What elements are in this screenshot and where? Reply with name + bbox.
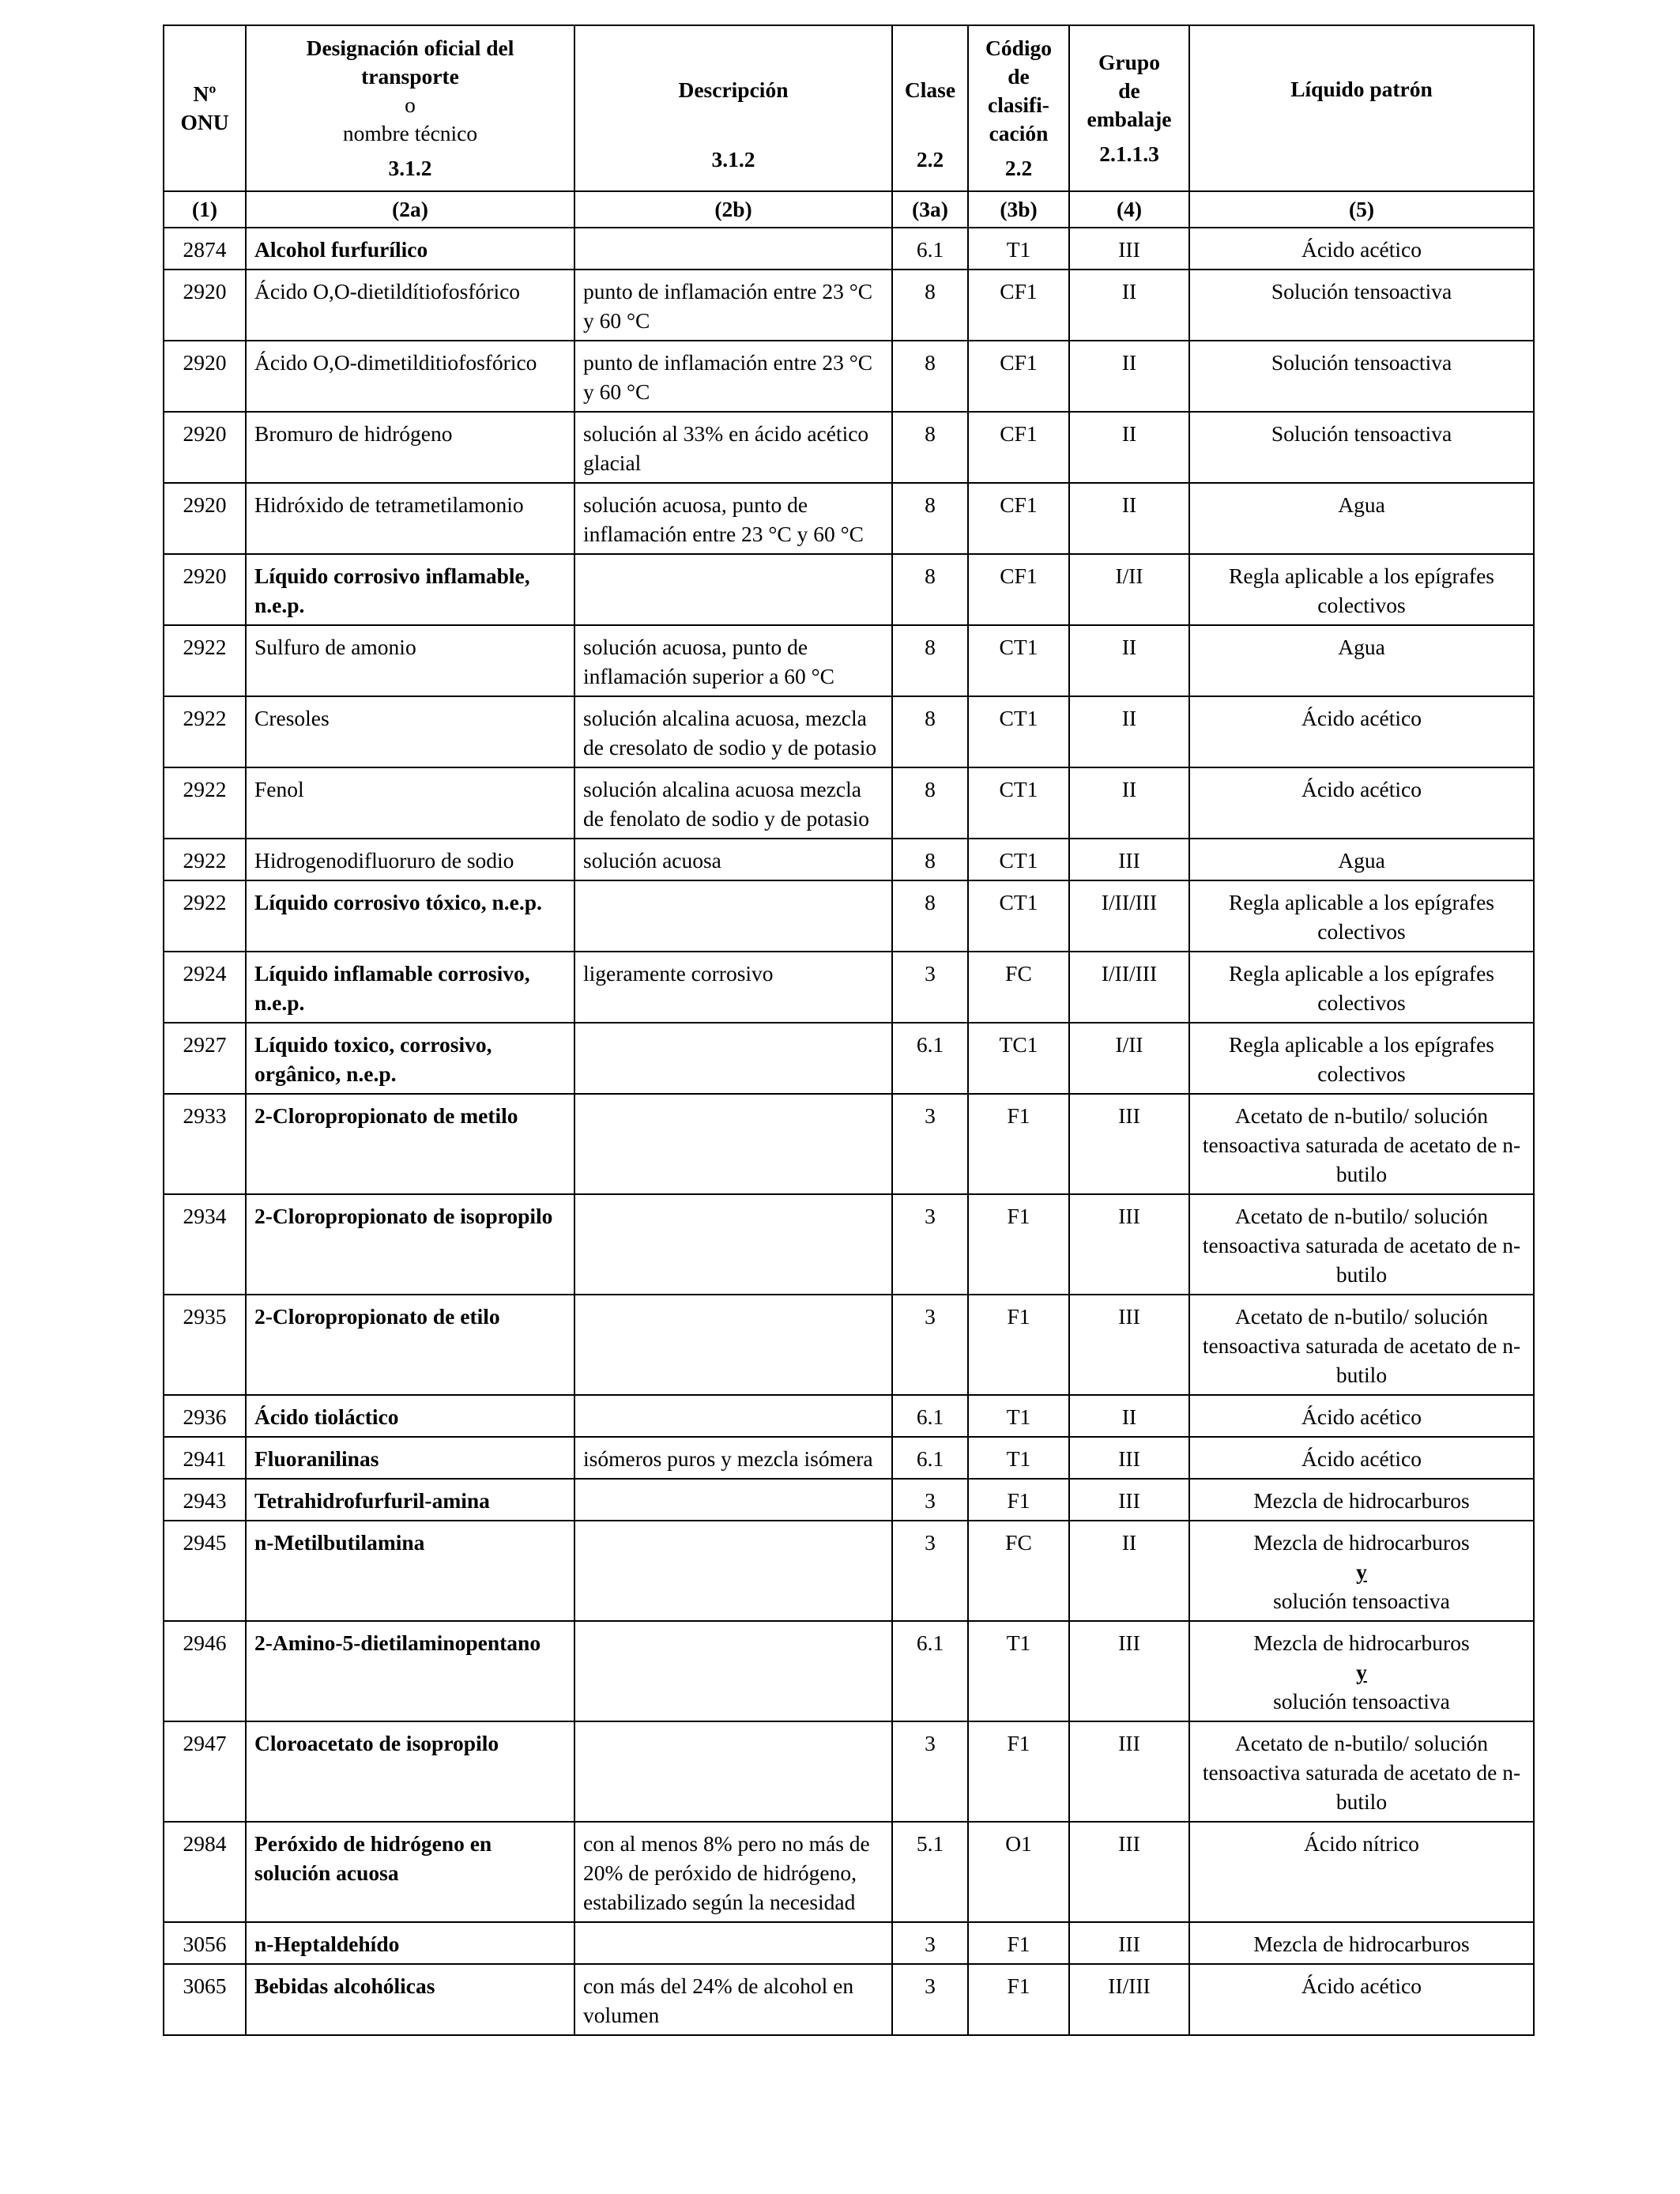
- classification-code-cell: F1: [968, 1094, 1069, 1194]
- description-cell: [574, 1295, 892, 1395]
- un-number-cell: 2933: [164, 1094, 246, 1194]
- header-class-ref: 2.2: [916, 147, 944, 172]
- un-number-cell: 2922: [164, 696, 246, 767]
- standard-liquid-cell: Ácido acético: [1189, 228, 1534, 270]
- class-cell: 6.1: [892, 228, 968, 270]
- classification-code-cell: CT1: [968, 767, 1069, 839]
- packing-group-cell: II: [1069, 625, 1189, 696]
- description-cell: [574, 1621, 892, 1721]
- header-official-name: [246, 25, 574, 191]
- table-row: [164, 1964, 1534, 2035]
- official-name-cell: 2-Cloropropionato de etilo: [246, 1295, 574, 1395]
- description-cell: solución alcalina acuosa mezcla de fenolato de sodio y de potasio: [574, 767, 892, 839]
- table-row: [164, 952, 1534, 1023]
- un-number-cell: 2922: [164, 880, 246, 952]
- official-name-cell: Sulfuro de amonio: [246, 625, 574, 696]
- classification-code-cell: F1: [968, 1964, 1069, 2035]
- classification-code-cell: CF1: [968, 270, 1069, 341]
- un-number-cell: 2920: [164, 412, 246, 483]
- standard-liquid-cell: Agua: [1189, 483, 1534, 554]
- un-number-cell: 2874: [164, 228, 246, 270]
- classification-code-cell: CF1: [968, 483, 1069, 554]
- header-code-line-2: de: [1008, 64, 1030, 89]
- classification-code-cell: T1: [968, 228, 1069, 270]
- packing-group-cell: II: [1069, 270, 1189, 341]
- un-number-cell: 2945: [164, 1521, 246, 1621]
- class-cell: 3: [892, 1964, 968, 2035]
- un-number-cell: 2920: [164, 554, 246, 625]
- classification-code-cell: CT1: [968, 625, 1069, 696]
- classification-code-cell: T1: [968, 1621, 1069, 1721]
- packing-group-cell: II: [1069, 1521, 1189, 1621]
- header-code-line-3: clasifi-: [988, 92, 1049, 117]
- table-header: [164, 25, 1534, 228]
- standard-liquid-cell: Regla aplicable a los epígrafes colectivos: [1189, 554, 1534, 625]
- standard-liquid-cell: Ácido acético: [1189, 767, 1534, 839]
- description-cell: ligeramente corrosivo: [574, 952, 892, 1023]
- class-cell: 3: [892, 1295, 968, 1395]
- un-number-cell: 2941: [164, 1437, 246, 1479]
- standard-liquid-cell: Mezcla de hidrocarburos: [1189, 1479, 1534, 1521]
- un-number-cell: 2943: [164, 1479, 246, 1521]
- official-name-cell: Ácido O,O-dimetilditiofosfórico: [246, 341, 574, 412]
- packing-group-cell: II: [1069, 696, 1189, 767]
- description-cell: [574, 1194, 892, 1295]
- standard-liquid-cell: Ácido acético: [1189, 696, 1534, 767]
- header-name-line-3: o: [405, 92, 416, 117]
- description-cell: isómeros puros y mezcla isómera: [574, 1437, 892, 1479]
- class-cell: 8: [892, 767, 968, 839]
- packing-group-cell: II: [1069, 483, 1189, 554]
- standard-liquid-cell: Agua: [1189, 625, 1534, 696]
- table-row: [164, 1194, 1534, 1295]
- packing-group-cell: III: [1069, 228, 1189, 270]
- table-row: [164, 341, 1534, 412]
- un-number-cell: 2927: [164, 1023, 246, 1094]
- official-name-cell: Cloroacetato de isopropilo: [246, 1721, 574, 1822]
- standard-liquid-cell: Regla aplicable a los epígrafes colectivos: [1189, 952, 1534, 1023]
- header-standard-liquid: [1189, 25, 1534, 191]
- header-un-label-2: ONU: [180, 110, 229, 134]
- table-row: [164, 483, 1534, 554]
- standard-liquid-conjunction: y: [1356, 1660, 1367, 1684]
- official-name-cell: 2-Cloropropionato de metilo: [246, 1094, 574, 1194]
- header-code-ref: 2.2: [1004, 156, 1033, 180]
- packing-group-cell: III: [1069, 839, 1189, 880]
- un-number-cell: 3056: [164, 1922, 246, 1964]
- description-cell: solución al 33% en ácido acético glacial: [574, 412, 892, 483]
- official-name-cell: Tetrahidrofurfuril-amina: [246, 1479, 574, 1521]
- class-cell: 3: [892, 1479, 968, 1521]
- standard-liquid-cell: Ácido nítrico: [1189, 1822, 1534, 1922]
- header-name-line-1: Designación oficial del: [306, 36, 514, 60]
- standard-liquid-cell: Acetato de n-butilo/ solución tensoactiva saturada de acetato de n-butilo: [1189, 1094, 1534, 1194]
- standard-liquid-cell: Agua: [1189, 839, 1534, 880]
- class-cell: 8: [892, 412, 968, 483]
- class-cell: 3: [892, 1922, 968, 1964]
- header-group-ref: 2.1.1.3: [1099, 141, 1159, 166]
- official-name-cell: Líquido toxico, corrosivo, orgânico, n.e.p.: [246, 1023, 574, 1094]
- classification-code-cell: FC: [968, 952, 1069, 1023]
- packing-group-cell: III: [1069, 1094, 1189, 1194]
- un-number-cell: 3065: [164, 1964, 246, 2035]
- packing-group-cell: III: [1069, 1721, 1189, 1822]
- standard-liquid-cell: Acetato de n-butilo/ solución tensoactiva saturada de acetato de n-butilo: [1189, 1194, 1534, 1295]
- un-number-cell: 2922: [164, 767, 246, 839]
- packing-group-cell: III: [1069, 1621, 1189, 1721]
- packing-group-cell: I/II/III: [1069, 952, 1189, 1023]
- standard-liquid-cell: Ácido acético: [1189, 1395, 1534, 1437]
- description-cell: solución acuosa, punto de inflamación superior a 60 °C: [574, 625, 892, 696]
- header-description-ref: 3.1.2: [711, 147, 755, 172]
- standard-liquid-cell: [1189, 1521, 1534, 1621]
- table-row: [164, 839, 1534, 880]
- official-name-cell: Cresoles: [246, 696, 574, 767]
- standard-liquid-cell: Solución tensoactiva: [1189, 270, 1534, 341]
- header-group-line-2: de: [1118, 78, 1140, 103]
- standard-liquid-text-2: solución tensoactiva: [1273, 1589, 1450, 1613]
- class-cell: 3: [892, 952, 968, 1023]
- table-row: [164, 625, 1534, 696]
- packing-group-cell: II: [1069, 341, 1189, 412]
- column-index: (2a): [246, 191, 574, 228]
- un-number-cell: 2984: [164, 1822, 246, 1922]
- un-number-cell: 2922: [164, 839, 246, 880]
- description-cell: [574, 880, 892, 952]
- classification-code-cell: CF1: [968, 412, 1069, 483]
- description-cell: solución acuosa: [574, 839, 892, 880]
- table-row: [164, 1621, 1534, 1721]
- table-row: [164, 1822, 1534, 1922]
- class-cell: 5.1: [892, 1822, 968, 1922]
- table-row: [164, 696, 1534, 767]
- column-index: (4): [1069, 191, 1189, 228]
- packing-group-cell: II/III: [1069, 1964, 1189, 2035]
- standard-liquid-cell: Ácido acético: [1189, 1437, 1534, 1479]
- official-name-cell: 2-Cloropropionato de isopropilo: [246, 1194, 574, 1295]
- header-un-number: [164, 25, 246, 191]
- classification-code-cell: CT1: [968, 880, 1069, 952]
- column-index: (2b): [574, 191, 892, 228]
- un-number-cell: 2920: [164, 483, 246, 554]
- classification-code-cell: T1: [968, 1437, 1069, 1479]
- description-cell: [574, 1521, 892, 1621]
- standard-liquid-cell: Regla aplicable a los epígrafes colectivos: [1189, 1023, 1534, 1094]
- packing-group-cell: I/II: [1069, 1023, 1189, 1094]
- un-number-cell: 2935: [164, 1295, 246, 1395]
- table-row: [164, 1395, 1534, 1437]
- standard-liquid-text: Mezcla de hidrocarburos: [1253, 1630, 1470, 1655]
- standard-liquid-cell: Acetato de n-butilo/ solución tensoactiva saturada de acetato de n-butilo: [1189, 1295, 1534, 1395]
- official-name-cell: Peróxido de hidrógeno en solución acuosa: [246, 1822, 574, 1922]
- classification-code-cell: F1: [968, 1295, 1069, 1395]
- packing-group-cell: III: [1069, 1922, 1189, 1964]
- packing-group-cell: III: [1069, 1479, 1189, 1521]
- packing-group-cell: III: [1069, 1295, 1189, 1395]
- column-index: (3a): [892, 191, 968, 228]
- class-cell: 6.1: [892, 1395, 968, 1437]
- un-number-cell: 2922: [164, 625, 246, 696]
- official-name-cell: Hidrogenodifluoruro de sodio: [246, 839, 574, 880]
- table-row: [164, 228, 1534, 270]
- header-liquid-label: Líquido patrón: [1290, 77, 1433, 101]
- header-class-label: Clase: [904, 77, 956, 102]
- official-name-cell: Fenol: [246, 767, 574, 839]
- standard-liquid-cell: Mezcla de hidrocarburos: [1189, 1922, 1534, 1964]
- official-name-cell: Ácido tioláctico: [246, 1395, 574, 1437]
- classification-code-cell: O1: [968, 1822, 1069, 1922]
- table-row: [164, 1479, 1534, 1521]
- table-row: [164, 767, 1534, 839]
- packing-group-cell: III: [1069, 1822, 1189, 1922]
- class-cell: 6.1: [892, 1023, 968, 1094]
- description-cell: [574, 1094, 892, 1194]
- substances-table: [163, 25, 1535, 2036]
- description-cell: con al menos 8% pero no más de 20% de peróxido de hidrógeno, estabilizado según la necesidad: [574, 1822, 892, 1922]
- column-index: (1): [164, 191, 246, 228]
- table-row: [164, 880, 1534, 952]
- class-cell: 6.1: [892, 1621, 968, 1721]
- header-name-line-4: nombre técnico: [342, 121, 478, 145]
- description-cell: [574, 1395, 892, 1437]
- un-number-cell: 2934: [164, 1194, 246, 1295]
- packing-group-cell: III: [1069, 1437, 1189, 1479]
- header-name-ref: 3.1.2: [388, 156, 432, 180]
- class-cell: 8: [892, 625, 968, 696]
- class-cell: 8: [892, 270, 968, 341]
- column-index: (3b): [968, 191, 1069, 228]
- description-cell: [574, 1479, 892, 1521]
- classification-code-cell: CT1: [968, 696, 1069, 767]
- official-name-cell: Ácido O,O-dietildítiofosfórico: [246, 270, 574, 341]
- header-group-line-3: embalaje: [1087, 107, 1172, 131]
- packing-group-cell: I/II: [1069, 554, 1189, 625]
- standard-liquid-cell: Solución tensoactiva: [1189, 341, 1534, 412]
- class-cell: 3: [892, 1094, 968, 1194]
- table-row: [164, 1094, 1534, 1194]
- classification-code-cell: T1: [968, 1395, 1069, 1437]
- un-number-cell: 2924: [164, 952, 246, 1023]
- description-cell: punto de inflamación entre 23 °C y 60 °C: [574, 341, 892, 412]
- class-cell: 8: [892, 483, 968, 554]
- description-cell: [574, 1922, 892, 1964]
- packing-group-cell: I/II/III: [1069, 880, 1189, 952]
- class-cell: 3: [892, 1194, 968, 1295]
- table-row: [164, 1023, 1534, 1094]
- classification-code-cell: F1: [968, 1479, 1069, 1521]
- standard-liquid-cell: Regla aplicable a los epígrafes colectivos: [1189, 880, 1534, 952]
- description-cell: con más del 24% de alcohol en volumen: [574, 1964, 892, 2035]
- classification-code-cell: CF1: [968, 554, 1069, 625]
- description-cell: solución acuosa, punto de inflamación entre 23 °C y 60 °C: [574, 483, 892, 554]
- classification-code-cell: TC1: [968, 1023, 1069, 1094]
- classification-code-cell: CF1: [968, 341, 1069, 412]
- classification-code-cell: F1: [968, 1721, 1069, 1822]
- un-number-cell: 2947: [164, 1721, 246, 1822]
- header-name-line-2: transporte: [361, 64, 459, 89]
- official-name-cell: n-Heptaldehído: [246, 1922, 574, 1964]
- class-cell: 8: [892, 554, 968, 625]
- class-cell: 3: [892, 1721, 968, 1822]
- official-name-cell: 2-Amino-5-dietilaminopentano: [246, 1621, 574, 1721]
- standard-liquid-conjunction: y: [1356, 1559, 1367, 1584]
- classification-code-cell: CT1: [968, 839, 1069, 880]
- table-row: [164, 1521, 1534, 1621]
- table-row: [164, 1437, 1534, 1479]
- class-cell: 8: [892, 839, 968, 880]
- un-number-cell: 2946: [164, 1621, 246, 1721]
- table-row: [164, 1922, 1534, 1964]
- official-name-cell: Líquido corrosivo tóxico, n.e.p.: [246, 880, 574, 952]
- table-body: [164, 228, 1534, 2035]
- class-cell: 8: [892, 341, 968, 412]
- class-cell: 8: [892, 696, 968, 767]
- packing-group-cell: III: [1069, 1194, 1189, 1295]
- official-name-cell: n-Metilbutilamina: [246, 1521, 574, 1621]
- description-cell: [574, 228, 892, 270]
- packing-group-cell: II: [1069, 412, 1189, 483]
- header-class: [892, 25, 968, 191]
- official-name-cell: Alcohol furfurílico: [246, 228, 574, 270]
- table-row: [164, 1295, 1534, 1395]
- header-un-label-1: Nº: [193, 81, 217, 106]
- classification-code-cell: F1: [968, 1922, 1069, 1964]
- official-name-cell: Líquido inflamable corrosivo, n.e.p.: [246, 952, 574, 1023]
- class-cell: 3: [892, 1521, 968, 1621]
- column-index: (5): [1189, 191, 1534, 228]
- class-cell: 6.1: [892, 1437, 968, 1479]
- description-cell: [574, 1721, 892, 1822]
- official-name-cell: Bebidas alcohólicas: [246, 1964, 574, 2035]
- class-cell: 8: [892, 880, 968, 952]
- un-number-cell: 2936: [164, 1395, 246, 1437]
- standard-liquid-cell: Acetato de n-butilo/ solución tensoactiva saturada de acetato de n-butilo: [1189, 1721, 1534, 1822]
- standard-liquid-text-2: solución tensoactiva: [1273, 1689, 1450, 1713]
- description-cell: [574, 554, 892, 625]
- header-description-label: Descripción: [678, 77, 789, 102]
- un-number-cell: 2920: [164, 341, 246, 412]
- header-code-line-4: cación: [989, 121, 1049, 145]
- official-name-cell: Hidróxido de tetrametilamonio: [246, 483, 574, 554]
- official-name-cell: Líquido corrosivo inflamable, n.e.p.: [246, 554, 574, 625]
- column-index-row: [164, 191, 1534, 228]
- standard-liquid-cell: Solución tensoactiva: [1189, 412, 1534, 483]
- description-cell: solución alcalina acuosa, mezcla de cresolato de sodio y de potasio: [574, 696, 892, 767]
- packing-group-cell: II: [1069, 1395, 1189, 1437]
- official-name-cell: Fluoranilinas: [246, 1437, 574, 1479]
- header-group-line-1: Grupo: [1098, 50, 1160, 74]
- table-row: [164, 1721, 1534, 1822]
- un-number-cell: 2920: [164, 270, 246, 341]
- description-cell: [574, 1023, 892, 1094]
- table-row: [164, 554, 1534, 625]
- table-row: [164, 270, 1534, 341]
- header-classification-code: [968, 25, 1069, 191]
- header-code-line-1: Código: [985, 36, 1053, 60]
- official-name-cell: Bromuro de hidrógeno: [246, 412, 574, 483]
- classification-code-cell: F1: [968, 1194, 1069, 1295]
- classification-code-cell: FC: [968, 1521, 1069, 1621]
- standard-liquid-cell: Ácido acético: [1189, 1964, 1534, 2035]
- table-row: [164, 412, 1534, 483]
- standard-liquid-cell: [1189, 1621, 1534, 1721]
- header-packing-group: [1069, 25, 1189, 191]
- header-description: [574, 25, 892, 191]
- packing-group-cell: II: [1069, 767, 1189, 839]
- standard-liquid-text: Mezcla de hidrocarburos: [1253, 1530, 1470, 1555]
- description-cell: punto de inflamación entre 23 °C y 60 °C: [574, 270, 892, 341]
